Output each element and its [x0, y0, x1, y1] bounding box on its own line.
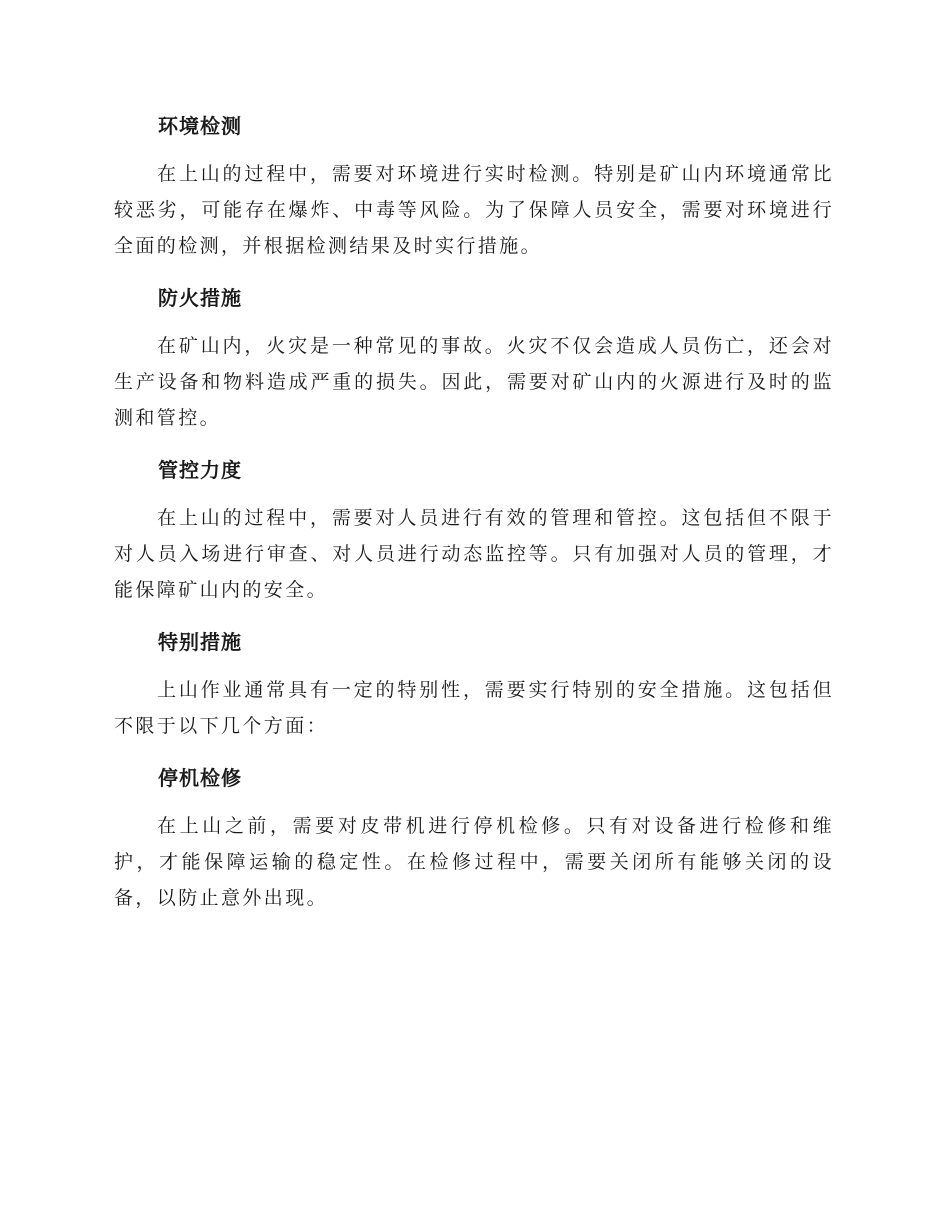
section-shutdown-maintenance — [114, 760, 834, 916]
section-paragraph: 上山作业通常具有一定的特别性，需要实行特别的安全措施。这包括但不限于以下几个方面： — [114, 679, 834, 737]
section-paragraph: 在上山之前，需要对皮带机进行停机检修。只有对设备进行检修和维护，才能保障运输的稳定性。在检修过程中，需要关闭所有能够关闭的设备，以防止意外出现。 — [114, 815, 834, 909]
section-heading: 停机检修 — [158, 766, 242, 790]
section-special-measures — [114, 624, 834, 744]
section-paragraph: 在上山的过程中，需要对环境进行实时检测。特别是矿山内环境通常比较恶劣，可能存在爆炸、中毒等风险。为了保障人员安全，需要对环境进行全面的检测，并根据检测结果及时实行措施。 — [114, 163, 834, 257]
section-heading: 防火措施 — [158, 286, 242, 310]
section-control-strength — [114, 452, 834, 608]
section-fire-prevention — [114, 280, 834, 436]
section-heading: 环境检测 — [158, 114, 242, 138]
section-paragraph: 在矿山内，火灾是一种常见的事故。火灾不仅会造成人员伤亡，还会对生产设备和物料造成严重的损失。因此，需要对矿山内的火源进行及时的监测和管控。 — [114, 335, 834, 429]
document-body — [114, 108, 834, 932]
section-heading: 特别措施 — [158, 630, 242, 654]
section-environment-detection — [114, 108, 834, 264]
section-heading: 管控力度 — [158, 458, 242, 482]
section-paragraph: 在上山的过程中，需要对人员进行有效的管理和管控。这包括但不限于对人员入场进行审查、对人员进行动态监控等。只有加强对人员的管理，才能保障矿山内的安全。 — [114, 507, 834, 601]
